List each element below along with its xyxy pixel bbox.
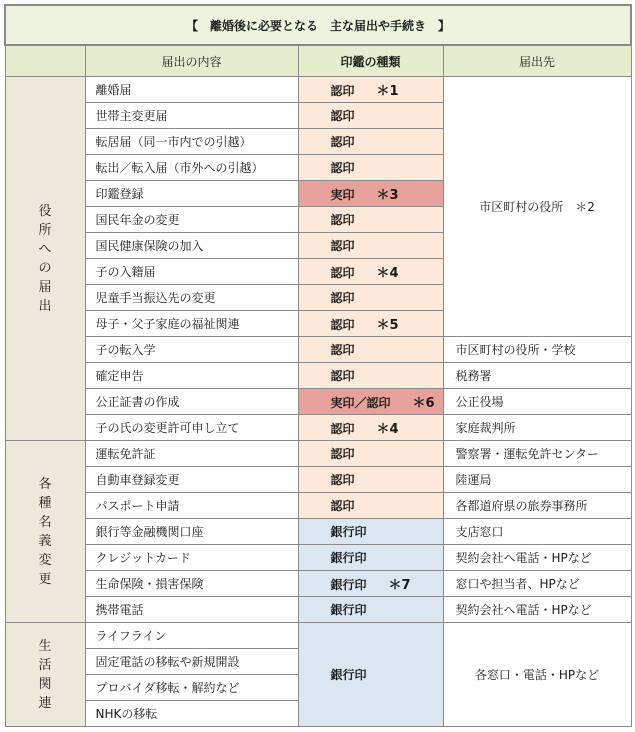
item-cell: 公正証書の作成 [85, 389, 298, 415]
seal-type: 認印 [330, 213, 355, 227]
seal-type: 認印 [330, 473, 355, 487]
seal-type: 銀行印 [330, 578, 367, 592]
table-row [5, 441, 631, 467]
destination-cell: 窓口や担当者、HPなど [443, 571, 631, 597]
seal-cell [298, 571, 443, 597]
procedures-table [4, 4, 632, 727]
destination-cell: 各都道府県の旅券事務所 [443, 493, 631, 519]
seal-cell [298, 545, 443, 571]
seal-cell [298, 597, 443, 623]
page-title: 【 離婚後に必要となる 主な届出や手続き 】 [5, 5, 631, 45]
seal-cell [298, 493, 443, 519]
seal-cell [298, 259, 443, 285]
seal-type: 認印 [330, 422, 355, 436]
item-cell: 母子・父子家庭の福祉関連 [85, 311, 298, 337]
seal-type: 銀行印 [330, 525, 367, 539]
seal-cell [298, 415, 443, 441]
item-cell: 携帯電話 [85, 597, 298, 623]
destination-cell: 契約会社へ電話・HPなど [443, 545, 631, 571]
table-row [5, 77, 631, 103]
table-row [5, 415, 631, 441]
seal-type: 認印 [330, 447, 355, 461]
header-corner [5, 45, 85, 77]
seal-note: ＊7 [388, 578, 411, 593]
header-seal: 印鑑の種類 [298, 45, 443, 77]
category-label: 各種名義変更 [38, 476, 52, 587]
item-cell: ライフライン [85, 623, 298, 649]
table-row [5, 467, 631, 493]
table-row [5, 597, 631, 623]
item-cell: 離婚届 [85, 77, 298, 103]
item-cell: 転出／転入届（市外への引越） [85, 155, 298, 181]
seal-cell [298, 77, 443, 103]
seal-cell [298, 441, 443, 467]
destination-cell: 税務署 [443, 363, 631, 389]
table-row [5, 545, 631, 571]
item-cell: 児童手当振込先の変更 [85, 285, 298, 311]
table-row [5, 363, 631, 389]
seal-cell [298, 233, 443, 259]
seal-type: 銀行印 [330, 551, 367, 565]
item-cell: パスポート申請 [85, 493, 298, 519]
seal-note: ＊1 [376, 84, 399, 99]
category-cell [5, 623, 85, 727]
seal-cell [298, 389, 443, 415]
seal-cell [298, 207, 443, 233]
table-row [5, 389, 631, 415]
seal-type: 認印 [330, 343, 355, 357]
seal-cell [298, 181, 443, 207]
seal-note: ＊5 [376, 318, 399, 333]
header-destination: 届出先 [443, 45, 631, 77]
item-cell: 確定申告 [85, 363, 298, 389]
seal-type: 実印 [330, 188, 355, 202]
item-cell: 固定電話の移転や新規開設 [85, 649, 298, 675]
seal-cell [298, 519, 443, 545]
destination-cell: 支店窓口 [443, 519, 631, 545]
item-cell: 印鑑登録 [85, 181, 298, 207]
table-row [5, 337, 631, 363]
destination-cell: 公正役場 [443, 389, 631, 415]
seal-cell [298, 337, 443, 363]
seal-cell [298, 467, 443, 493]
seal-cell-merged: 銀行印 [298, 623, 443, 727]
item-cell: 自動車登録変更 [85, 467, 298, 493]
seal-type: 認印 [330, 109, 355, 123]
category-label: 生活関連 [38, 638, 52, 711]
seal-type: 認印 [330, 161, 355, 175]
seal-note: ＊4 [376, 422, 399, 437]
destination-cell-merged: 各窓口・電話・HPなど [443, 623, 631, 727]
item-cell: クレジットカード [85, 545, 298, 571]
destination-cell: 契約会社へ電話・HPなど [443, 597, 631, 623]
seal-cell [298, 285, 443, 311]
item-cell: 子の氏の変更許可申し立て [85, 415, 298, 441]
seal-type: 認印 [330, 84, 355, 98]
item-cell: 銀行等金融機関口座 [85, 519, 298, 545]
destination-cell: 市区町村の役所・学校 [443, 337, 631, 363]
seal-type: 認印 [330, 499, 355, 513]
seal-cell [298, 155, 443, 181]
header-content: 届出の内容 [85, 45, 298, 77]
destination-cell: 警察署・運転免許センター [443, 441, 631, 467]
table-row [5, 519, 631, 545]
category-cell [5, 441, 85, 623]
seal-type: 認印 [330, 291, 355, 305]
seal-cell [298, 363, 443, 389]
item-cell: 転居届（同一市内での引越） [85, 129, 298, 155]
seal-note: ＊6 [412, 396, 435, 411]
table-row [5, 571, 631, 597]
destination-cell: 家庭裁判所 [443, 415, 631, 441]
destination-cell: 陸運局 [443, 467, 631, 493]
seal-type: 認印 [330, 369, 355, 383]
seal-note: ＊3 [376, 188, 399, 203]
item-cell: NHKの移転 [85, 701, 298, 727]
seal-cell [298, 129, 443, 155]
item-cell: 子の転入学 [85, 337, 298, 363]
item-cell: 子の入籍届 [85, 259, 298, 285]
seal-type: 認印 [330, 135, 355, 149]
seal-type: 認印 [330, 266, 355, 280]
seal-type: 認印 [330, 318, 355, 332]
item-cell: 世帯主変更届 [85, 103, 298, 129]
title-row [5, 5, 631, 45]
seal-type: 銀行印 [330, 603, 367, 617]
item-cell: 国民年金の変更 [85, 207, 298, 233]
seal-cell [298, 311, 443, 337]
seal-type: 認印 [330, 239, 355, 253]
item-cell: 国民健康保険の加入 [85, 233, 298, 259]
header-row [5, 45, 631, 77]
category-cell [5, 77, 85, 441]
table-row [5, 623, 631, 649]
seal-cell [298, 103, 443, 129]
destination-cell-merged: 市区町村の役所 ＊2 [443, 77, 631, 337]
seal-type: 実印／認印 [330, 396, 391, 410]
item-cell: 運転免許証 [85, 441, 298, 467]
category-label: 役所への届出 [38, 203, 52, 314]
seal-note: ＊4 [376, 266, 399, 281]
table-row [5, 493, 631, 519]
item-cell: プロバイダ移転・解約など [85, 675, 298, 701]
item-cell: 生命保険・損害保険 [85, 571, 298, 597]
